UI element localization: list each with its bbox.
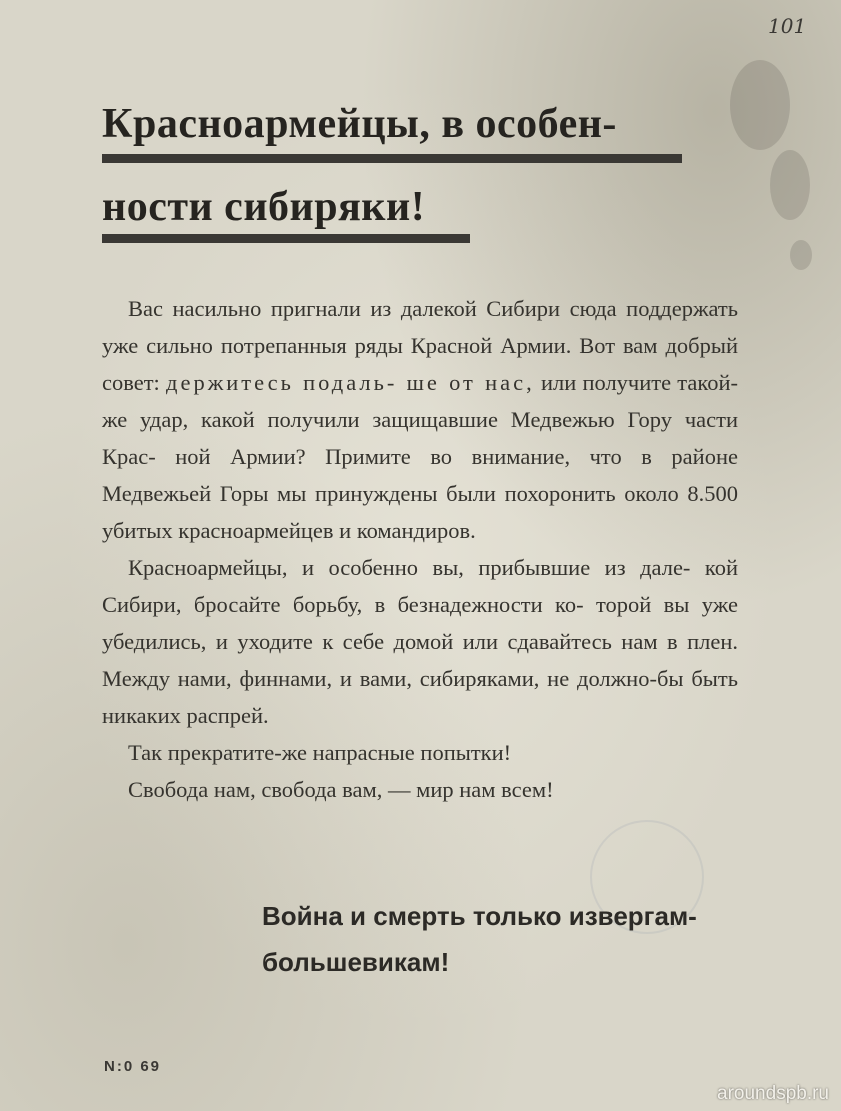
ink-stain <box>770 150 810 220</box>
site-watermark: aroundspb.ru <box>717 1083 829 1104</box>
headline-line-2: ности сибиряки! <box>102 184 426 230</box>
catalog-number: N:0 69 <box>104 1058 162 1075</box>
slogan-line-2: большевикам! <box>262 947 450 977</box>
paragraph-2: Красноармейцы, и особенно вы, прибывшие из дале- кой Сибири, бросайте борьбу, в безнадежности ко- торой вы уже убедились, и уходите к себе домой или сдавайтесь нам в плен. Между нами, финнами, и вами, сибиряками, не должно-бы быть никаких распрей. <box>102 555 738 728</box>
paragraph-1-spaced-text: держитесь подаль- ше от нас, <box>166 370 535 395</box>
headline-rule-2 <box>102 234 470 243</box>
paragraph-1 <box>102 290 738 549</box>
page-number: 101 <box>768 14 807 38</box>
paragraph-1-text-a: Вас насильно пригнали из далекой Сибири сюда поддержать уже сильно потрепанныя ряды Красной Армии. Вот вам добрый совет: <box>102 296 738 395</box>
headline-line-1: Красноармейцы, в особен- <box>102 101 617 147</box>
slogan <box>262 893 782 985</box>
closing-line-2: Свобода нам, свобода вам, — мир нам всем! <box>128 777 554 802</box>
leaflet-body <box>102 290 738 808</box>
slogan-line-1: Война и смерть только извергам- <box>262 901 697 931</box>
paragraph-1-text-b: или получите такой-же удар, какой получили защищавшие Медвежью Гору части Крас- ной Армии? Примите во внимание, что в районе Медвежьей Горы мы принуждены были похоронить около 8.500 убитых красноармейцев и командиров. <box>102 370 738 543</box>
ink-stain <box>730 60 790 150</box>
headline-rule-1 <box>102 154 682 163</box>
closing-line-1: Так прекратите-же напрасные попытки! <box>128 740 512 765</box>
ink-stain <box>790 240 812 270</box>
